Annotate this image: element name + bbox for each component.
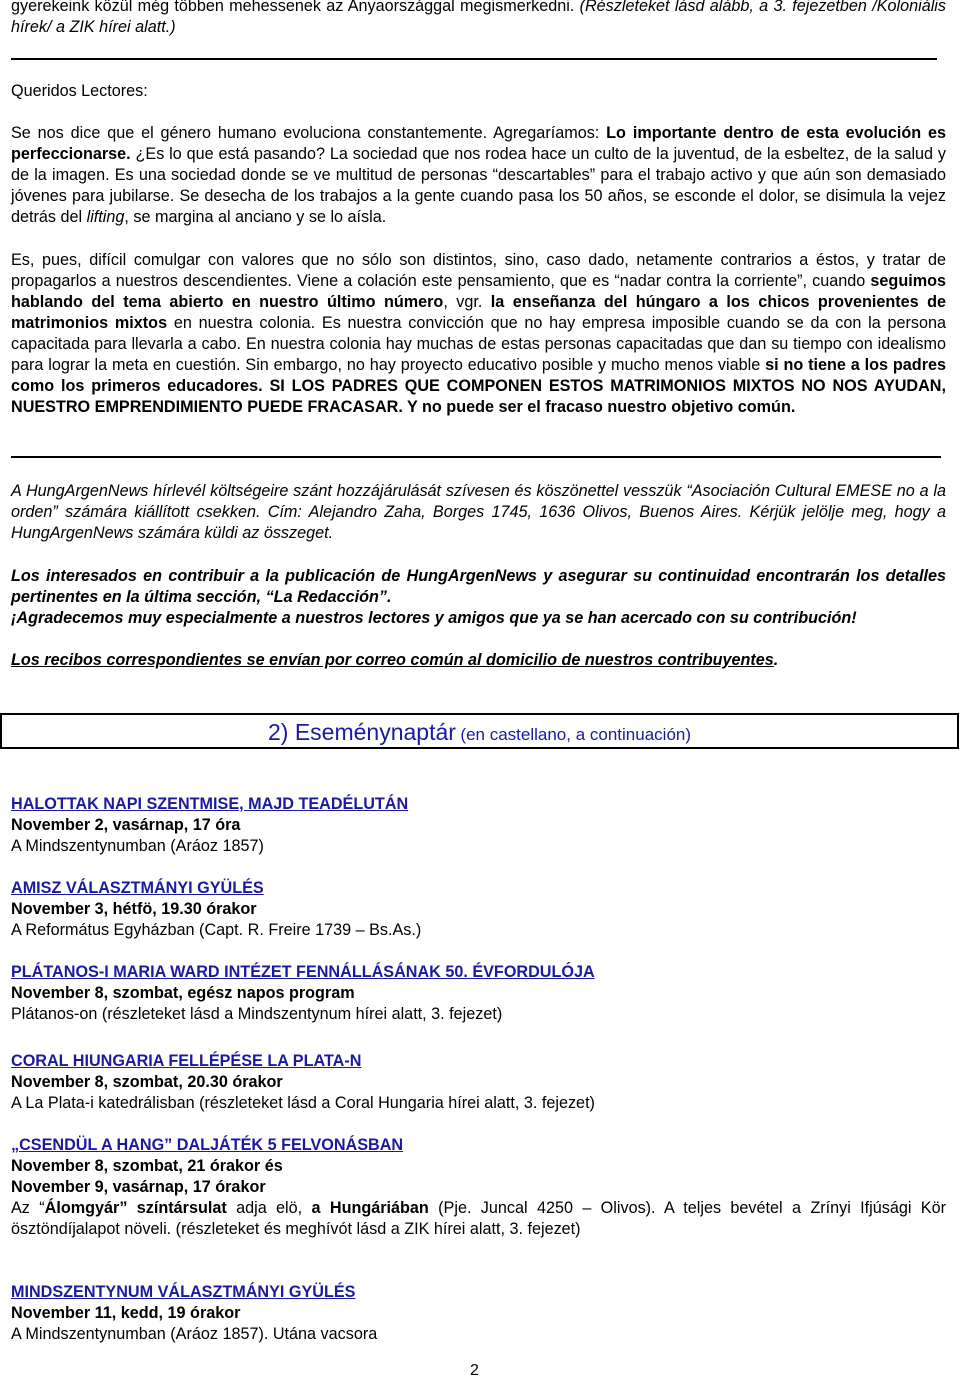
para1-bold-1: Lo importante dentro de esta evolución es perfeccionarse. bbox=[11, 124, 947, 163]
divider-top bbox=[11, 58, 937, 60]
section-banner bbox=[0, 713, 959, 749]
para1-text-3: , se margina al anciano y se lo aísla. bbox=[124, 208, 387, 226]
para2-bold-c: si no tiene a los padres como los primeros educadores. SI LOS PADRES QUE COMPONEN ESTOS MATRIMONIOS MIXTOS NO NOS AYUDAN, NUESTRO EMPRENDIMIENTO PUEDE FRACASAR. Y no puede ser el fracaso nuestro objetivo común. bbox=[11, 356, 946, 416]
para2-text-a: Es, pues, difícil comulgar con valores que no sólo son distintos, sino, caso dado, netamente contrarios a éstos, y tratar de propagarlos a nuestros descendientes. Viene a colación este pensamiento, que es “nadar contra la corriente”, cuando bbox=[11, 251, 946, 290]
paragraph-2 bbox=[11, 250, 946, 418]
para2-text-b: , vgr. bbox=[443, 293, 483, 311]
event-1 bbox=[11, 794, 946, 857]
event-place-part: Az “ bbox=[11, 1199, 45, 1217]
notice-hungarian: A HungArgenNews hírlevél költségeire szánt hozzájárulását szívesen és köszönettel vesszük “Asociación Cultural EMESE no a la orden” számára kiállított csekken. Cím: Alejandro Zaha, Borges 1745, 1636 Olivos, Buenos Aires. Kérjük jelölje meg, hogy a HungArgenNews számára küldi az összeget. bbox=[11, 482, 946, 542]
event-place: Plátanos-on (részleteket lásd a Mindszentynum hírei alatt, 3. fejezet) bbox=[11, 1005, 503, 1023]
para2-text-c: en nuestra colonia. Es nuestra convicción que no hay empresa imposible cuando se da con la persona capacitada para llevarla a cabo. En nuestra colonia hay muchas de estas personas capacitadas que dan su tiempo con idealismo para lograr la meta en cuestión. Sin embargo, no hay proyecto educativo posible y mucho menos viable bbox=[11, 314, 947, 374]
event-place-part: (Pje. Juncal 4250 – Olivos). A teljes bevétel a Zrínyi Ifjúsági Kör ösztöndíjalapot növeli. (részleteket és meghívót lásd a ZIK hírei alatt, 3. fejezet) bbox=[11, 1199, 946, 1238]
event-3 bbox=[11, 962, 946, 1025]
notice-spanish-1: Los interesados en contribuir a la publicación de HungArgenNews y asegurar su continuidad encontrarán los detalles pertinentes en la última sección, “La Redacción”. bbox=[11, 567, 946, 606]
event-place: A Mindszentynumban (Aráoz 1857) bbox=[11, 837, 264, 855]
notice-spanish-3-text: Los recibos correspondientes se envían por correo común al domicilio de nuestros contribuyentes bbox=[11, 651, 774, 669]
para1-text-2: ¿Es lo que está pasando? La sociedad que nos rodea hace un culto de la juventud, de la esbeltez, de la salud y de la imagen. Es una sociedad donde se ve multitud de personas “descartables” para el trabajo activo y que aún son demasiado jóvenes para jubilarse. Se desecha de los trabajos a la gente cuando pasa los 50 años, se esconde el dolor, se disimula la vejez detrás del bbox=[11, 145, 947, 226]
event-date: November 8, szombat, 20.30 órakor bbox=[11, 1073, 283, 1091]
divider-middle bbox=[11, 456, 941, 458]
event-date: November 8, szombat, egész napos program bbox=[11, 984, 355, 1002]
para1-text-1: Se nos dice que el género humano evoluciona constantemente. Agregaríamos: bbox=[11, 124, 600, 142]
section-title: 2) Eseménynaptár bbox=[267, 719, 456, 745]
section-subtitle: (en castellano, a continuación) bbox=[460, 725, 692, 744]
event-title: „CSENDÜL A HANG” DALJÁTÉK 5 FELVONÁSBAN bbox=[11, 1136, 404, 1154]
event-date: November 8, szombat, 21 órakor és bbox=[11, 1157, 283, 1175]
notice-spanish-3 bbox=[11, 650, 946, 671]
notice-spanish-2: ¡Agradecemos muy especialmente a nuestros lectores y amigos que ya se han acercado con su contribución! bbox=[11, 609, 857, 627]
para1-italic: lifting bbox=[86, 208, 125, 226]
event-title: HALOTTAK NAPI SZENTMISE, MAJD TEADÉLUTÁN bbox=[11, 795, 409, 813]
event-title: PLÁTANOS-I MARIA WARD INTÉZET FENNÁLLÁSÁNAK 50. ÉVFORDULÓJA bbox=[11, 963, 595, 981]
intro-text: gyerekeink közül még többen mehessenek az Anyaországgal megismerkedni. bbox=[11, 0, 575, 15]
event-title: AMISZ VÁLASZTMÁNYI GYÜLÉS bbox=[11, 879, 264, 897]
event-place-part: adja elö, bbox=[226, 1199, 312, 1217]
intro-paragraph bbox=[11, 0, 946, 38]
event-title: MINDSZENTYNUM VÁLASZTMÁNYI GYÜLÉS bbox=[11, 1283, 356, 1301]
event-date: November 2, vasárnap, 17 óra bbox=[11, 816, 241, 834]
event-2 bbox=[11, 878, 946, 941]
paragraph-1 bbox=[11, 123, 946, 228]
event-place-bold: ” színtársulat bbox=[119, 1199, 227, 1217]
para2-bold-b: la enseñanza del húngaro a los chicos provenientes de matrimonios mixtos bbox=[11, 293, 946, 332]
event-place-bold: a Hungáriában bbox=[311, 1199, 429, 1217]
event-place: A Mindszentynumban (Aráoz 1857). Utána vacsora bbox=[11, 1325, 378, 1343]
event-place: A Református Egyházban (Capt. R. Freire 1739 – Bs.As.) bbox=[11, 921, 422, 939]
notice-spanish-3-end: . bbox=[773, 651, 779, 669]
event-place: A La Plata-i katedrálisban (részleteket lásd a Coral Hungaria hírei alatt, 3. fejezet) bbox=[11, 1094, 595, 1112]
event-5 bbox=[11, 1135, 946, 1240]
event-4 bbox=[11, 1051, 946, 1114]
event-title: CORAL HIUNGARIA FELLÉPÉSE LA PLATA-N bbox=[11, 1052, 362, 1070]
event-date-2: November 9, vasárnap, 17 órakor bbox=[11, 1178, 266, 1196]
event-date: November 3, hétfö, 19.30 órakor bbox=[11, 900, 257, 918]
event-place-bold: Álomgyár bbox=[44, 1199, 120, 1217]
page-number: 2 bbox=[470, 1362, 479, 1379]
intro-note: (Részleteket lásd alább, a 3. fejezetben /Koloniális hírek/ a ZIK hírei alatt.) bbox=[11, 0, 946, 36]
event-6 bbox=[11, 1282, 946, 1345]
event-date: November 11, kedd, 19 órakor bbox=[11, 1304, 241, 1322]
event-place bbox=[11, 1198, 946, 1240]
greeting: Queridos Lectores: bbox=[11, 82, 148, 100]
para2-bold-a: seguimos hablando del tema abierto en nuestro último número bbox=[11, 272, 946, 311]
